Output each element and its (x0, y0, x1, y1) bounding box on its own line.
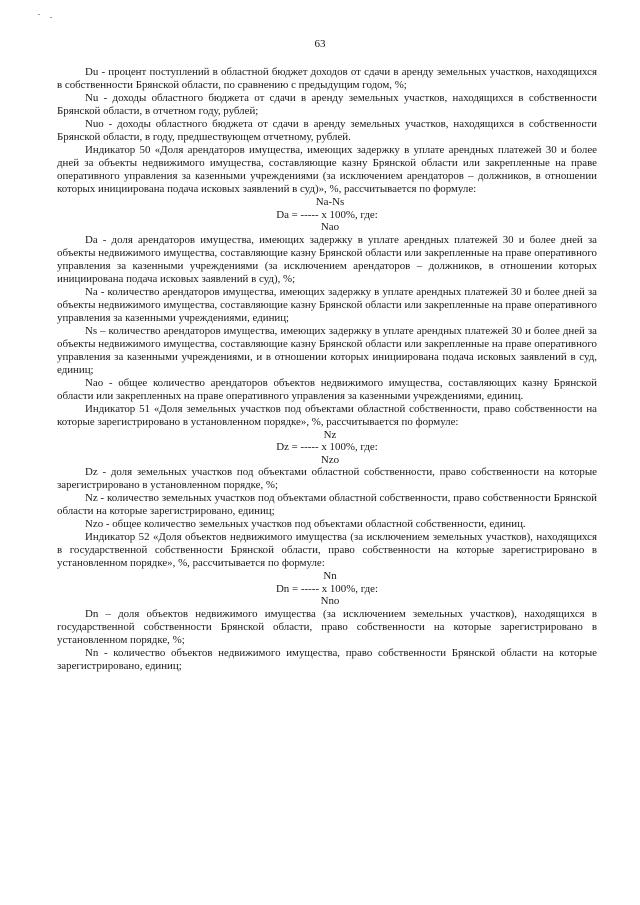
formula-numerator: Na-Ns (315, 196, 345, 208)
formula-numerator: Nz (323, 428, 337, 441)
paragraph: Nz - количество земельных участков под объектами областной собственности, право собственности Брянской области на которые зарегистрировано, единиц; (57, 492, 597, 517)
document-body (57, 66, 597, 673)
paragraph: Dz - доля земельных участков под объектами областной собственности, право собственности на которые зарегистрировано в установленном порядке, %; (57, 466, 597, 491)
formula-denominator: Nno (320, 595, 340, 607)
paragraph: Ns – количество арендаторов имущества, имеющих задержку в уплате арендных платежей 30 и более дней за объекты недвижимого имущества, составляющие казну Брянской области или закрепленные на праве оперативного управления за казенными учреждениями, и в отношении которых инициирована подача исковых заявлений в суд, единиц; (57, 324, 597, 376)
paragraph: Индикатор 52 «Доля объектов недвижимого имущества (за исключением земельных участков), находящихся в государственной собственности Брянской области, право собственности на которые зарегистрировано в установленном порядке», %, рассчитывается по формуле: (57, 531, 597, 569)
scan-speck (50, 17, 52, 18)
paragraph: Nao - общее количество арендаторов объектов недвижимого имущества, составляющих казну Брянской области или закрепленных на праве оперативного управления за казенными учреждениями, единиц. (57, 376, 597, 402)
formula (57, 570, 597, 608)
formula-denominator: Nao (320, 221, 340, 233)
paragraph: Индикатор 51 «Доля земельных участков под объектами областной собственности, право собственности на которые зарегистрировано в установленном порядке», %, рассчитывается по формуле: (57, 402, 597, 428)
paragraph: Na - количество арендаторов имущества, имеющих задержку в уплате арендных платежей 30 и более дней за объекты недвижимого имущества, составляющие казну Брянской области или закрепленные на праве оперативного управления за казенными учреждениями, единиц; (57, 285, 597, 324)
scan-speck (38, 14, 40, 15)
page-number: 63 (314, 38, 326, 50)
formula-expression: Dn = ----- х 100%, где: (275, 582, 379, 595)
paragraph: Nu - доходы областного бюджета от сдачи в аренду земельных участков, находящихся в собственности Брянской области, в отчетном году, рублей; (57, 92, 597, 117)
paragraph: Da - доля арендаторов имущества, имеющих задержку в уплате арендных платежей 30 и более дней за объекты недвижимого имущества, составляющие казну Брянской области или закрепленные на праве оперативного управления за казенными учреждениями (за исключением арендаторов – должников, в отношении которых инициирована подача исковых заявлений в суд), %; (57, 233, 597, 285)
paragraph: Du - процент поступлений в областной бюджет доходов от сдачи в аренду земельных участков, находящихся в собственности Брянской области, по сравнению с предыдущим годом, %; (57, 66, 597, 91)
formula (57, 196, 597, 234)
paragraph: Индикатор 50 «Доля арендаторов имущества, имеющих задержку в уплате арендных платежей 30 и более дней за объекты недвижимого имущества, составляющие казну Брянской области или закрепленные на праве оперативного управления за казенными учреждениями (за исключением арендаторов – должников, в отношении которых инициирована подача исковых заявлений в суд)», %, рассчитывается по формуле: (57, 144, 597, 195)
formula-denominator: Nzo (320, 453, 340, 466)
paragraph: Nzo - общее количество земельных участков под объектами областной собственности, единиц. (85, 518, 526, 530)
formula (57, 429, 597, 467)
formula-expression: Dz = ----- х 100%, где: (276, 441, 378, 453)
formula-expression: Da = ----- х 100%, где: (276, 208, 378, 221)
paragraph: Dn – доля объектов недвижимого имущества (за исключением земельных участков), находящихся в государственной собственности Брянской области, право собственности на которые зарегистрировано в установленном порядке, %; (57, 607, 597, 646)
paragraph: Nuo - доходы областного бюджета от сдачи в аренду земельных участков, находящихся в собственности Брянской области, в году, предшествующем отчетному, рублей. (57, 118, 597, 143)
formula-numerator: Nn (323, 570, 337, 582)
paragraph: Nn - количество объектов недвижимого имущества, право собственности Брянской области на которые зарегистрировано, единиц; (57, 646, 597, 672)
